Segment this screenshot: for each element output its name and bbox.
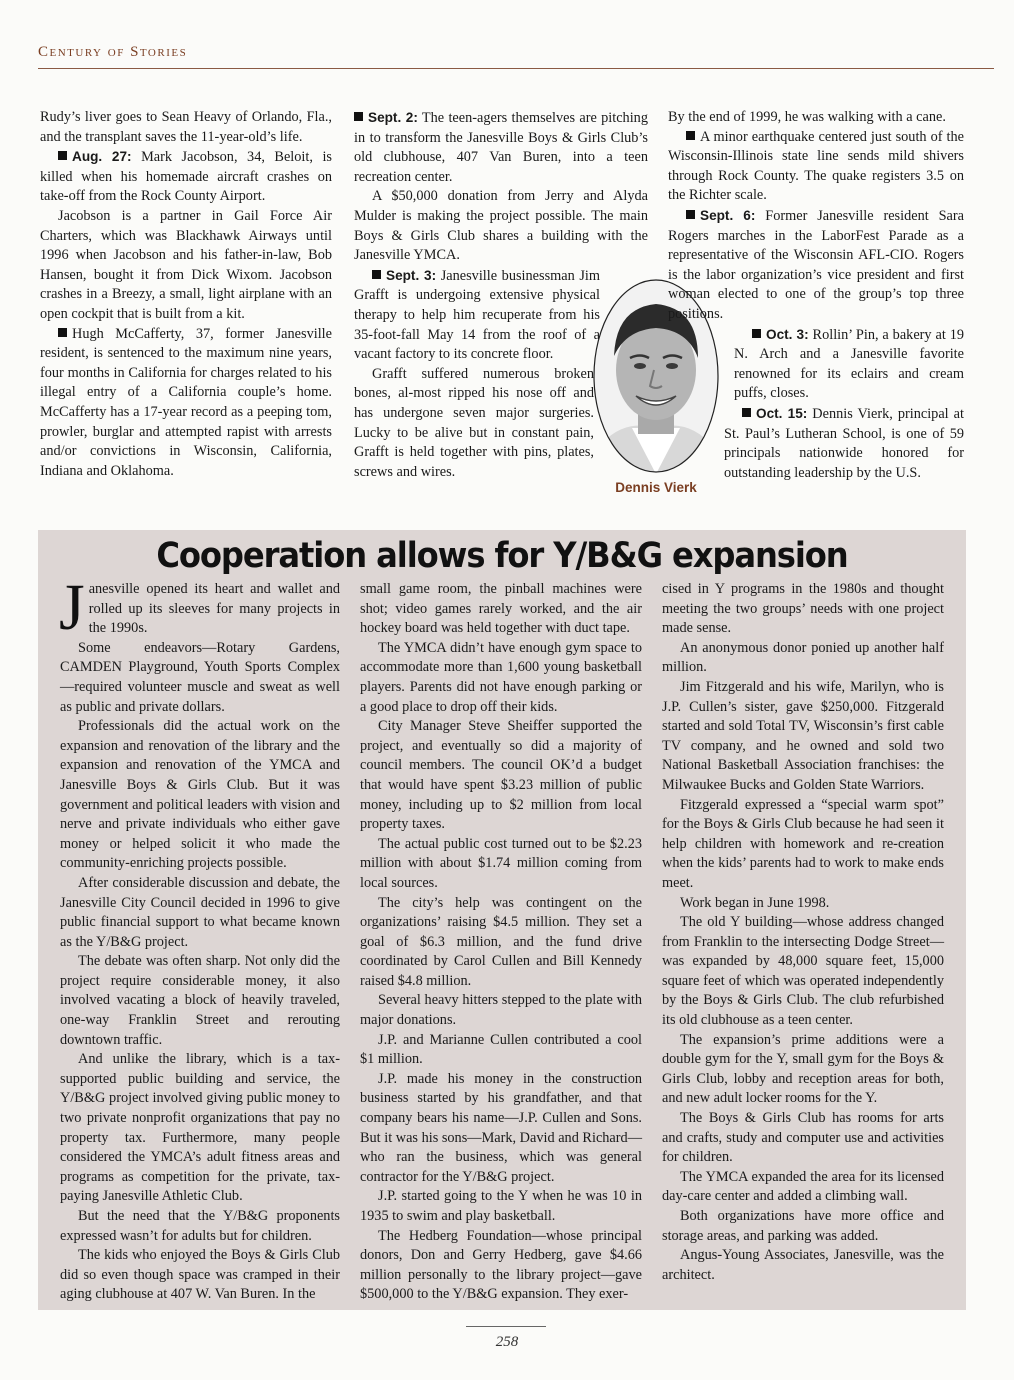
paragraph: Jim Fitzgerald and his wife, Marilyn, who is J.P. Cullen’s sister, gave $250,000. Fitzgerald started and sold Total TV, Wisconsin’s first cable TV company, and he owned and sold two National Basketball Association franchises: the Milwaukee Bucks and Golden State Warriors.	[662, 678, 944, 793]
paragraph: Grafft suffered numerous broken bones, al-most ripped his nose off and has undergone seven major surgeries. Lucky to be alive but in constant pain, Grafft is held together with pins, plates, screws and wires.	[354, 365, 594, 480]
entry-text: Former Janesville resident Sara Rogers marches in the LaborFest Parade as a representative of the Wisconsin AFL-CIO. Rogers is the labor organization’s vice president and first woman elected to one of the group’s top three positions.	[668, 207, 964, 322]
paragraph: Angus-Young Associates, Janesville, was the architect.	[662, 1247, 944, 1283]
entry-text: A minor earthquake centered just south of the Wisconsin-Illinois state line sends mild shivers through Rock County. The quake registers 3.5 on the Richter scale.	[668, 128, 964, 204]
entry-text: Janesville businessman Jim Grafft is undergoing extensive physical therapy to help him recuperate from his 35-foot-fall May 14 from the roof of a vacant factory to its concrete floor.	[354, 267, 600, 363]
dated-entry	[40, 147, 332, 207]
paragraph: After considerable discussion and debate, the Janesville City Council decided in 1996 to give public financial support to what became known as the Y/B&G project.	[60, 874, 340, 950]
sidebar-column-2	[360, 580, 642, 1305]
dated-entry	[724, 404, 964, 483]
paragraph	[59, 571, 340, 644]
bullet-square-icon	[752, 329, 761, 338]
sidebar-column-3	[662, 580, 944, 1285]
paragraph: And unlike the library, which is a tax-supported public building and service, the Y/B&G project involved giving public money to two private nonprofit organizations that pay no property tax. Furthermore, many people considered the YMCA’s adult fitness areas and programs as competition for the private, tax-paying Janesville Athletic Club.	[60, 1051, 340, 1205]
paragraph: J.P. started going to the Y when he was 10 in 1935 to swim and play basketball.	[360, 1188, 642, 1224]
entry-text: Rollin’ Pin, a bakery at 19 N. Arch and a Janesville favorite renowned for its eclairs and cream puffs, closes.	[734, 326, 964, 402]
paragraph: City Manager Steve Sheiffer supported the project, and eventually so did a majority of council members. The council OK’d a budget that would have spent $3.23 million of public money, including up to $2 million from local property taxes.	[360, 718, 642, 833]
paragraph: The city’s help was contingent on the organizations’ raising $4.5 million. They set a goal of $6.3 million, and the fund drive coordinated by Carol Cullen and Bill Kennedy raised $4.8 million.	[360, 894, 642, 989]
top-column-3	[668, 108, 964, 483]
bullet-square-icon	[742, 408, 751, 417]
entry-text: The teen-agers themselves are pitching in to transform the Janesville Boys & Girls Club’s old clubhouse, 407 Van Buren, into a teen recreation center.	[354, 110, 648, 185]
paragraph: The Hedberg Foundation—whose principal donors, Don and Gerry Hedberg, gave $4.66 million personally to the library project—gave $500,000 to the Y/B&G expansion. They exer-	[360, 1227, 642, 1303]
sidebar-title: Cooperation allows for Y/B&G expansion	[156, 536, 848, 576]
paragraph: But the need that the Y/B&G proponents expressed wasn’t for adults but for children.	[60, 1208, 340, 1244]
paragraph: Professionals did the actual work on the expansion and renovation of the library and the expansion and renovation of the YMCA and Janesville Boys & Girls Club. But it was government and political leaders with vision and nerve and private individuals who either gave money or helped solicit it who made the community-enriching projects possible.	[60, 718, 340, 872]
drop-cap: J	[59, 571, 85, 644]
paragraph: The YMCA expanded the area for its licensed day-care center and added a climbing wall.	[662, 1168, 944, 1205]
dated-entry	[354, 108, 648, 187]
bullet-square-icon	[354, 112, 363, 121]
sidebar-column-1	[59, 571, 340, 1305]
paragraph: The YMCA didn’t have enough gym space to accommodate more than 1,600 young basketball players. Parents did not have enough parking or a good place to drop off their kids.	[360, 639, 642, 715]
entry-date: Sept. 6:	[700, 207, 756, 223]
paragraph: An anonymous donor ponied up another half million.	[662, 639, 944, 676]
paragraph: cised in Y programs in the 1980s and thought meeting the two groups’ needs with one project made sense.	[662, 581, 944, 637]
paragraph: The kids who enjoyed the Boys & Girls Club did so even though space was cramped in their aging clubhouse at 407 W. Van Buren. In the	[60, 1247, 340, 1303]
dated-entry	[668, 206, 964, 325]
photo-caption: Dennis Vierk	[615, 480, 697, 495]
paragraph: J.P. and Marianne Cullen contributed a cool $1 million.	[360, 1031, 642, 1068]
dated-entry	[354, 266, 600, 365]
bullet-square-icon	[686, 210, 695, 219]
paragraph: A $50,000 donation from Jerry and Alyda Mulder is making the project possible. The main Boys & Girls Club shares a building with the Janesville YMCA.	[354, 188, 648, 264]
paragraph: Some endeavors—Rotary Gardens, CAMDEN Playground, Youth Sports Complex—required volunteer muscle and sweat as well as public and private dollars.	[60, 639, 340, 715]
paragraph: The old Y building—whose address changed from Franklin to the intersecting Dodge Street—was expanded by 48,000 square feet, 15,000 square feet of which was operated independently by the Boys & Girls Club. The club refurbished its old clubhouse as a teen center.	[662, 914, 944, 1029]
paragraph: The expansion’s prime additions were a double gym for the Y, small gym for the Boys & Girls Club, lobby and reception areas for both, and new adult locker rooms for the Y.	[662, 1031, 944, 1107]
paragraph: The actual public cost turned out to be $2.23 million with about $1.74 million coming from local sources.	[360, 835, 642, 891]
entry-date: Sept. 3:	[386, 267, 437, 283]
entry-date: Oct. 15:	[756, 405, 808, 421]
dated-entry	[668, 128, 964, 206]
bullet-square-icon	[686, 131, 695, 140]
footer-rule	[466, 1326, 546, 1327]
entry-text: Mark Jacobson, 34, Beloit, is killed when his homemade aircraft crashes on take-off from the Rock County Airport.	[40, 149, 332, 205]
paragraph: J.P. made his money in the construction business started by his grandfather, and that company bears his name—J.P. Cullen and Sons. But it was his sons—Mark, David and Richard—who ran the business, which was general contractor for the Y/B&G project.	[360, 1070, 642, 1185]
paragraph: Jacobson is a partner in Gail Force Air Charters, which was Blackhawk Airways until 1996 when Jacobson and his father-in-law, Bob Hansen, bought it from Dick Wixom. Jacobson crashes in a Breezy, a small, light airplane with an open cockpit that is built from a kit.	[40, 207, 332, 322]
entry-date: Aug. 27:	[72, 149, 132, 165]
entry-date: Oct. 3:	[766, 326, 809, 342]
running-head: Century of Stories	[38, 44, 188, 60]
paragraph: Rudy’s liver goes to Sean Heavy of Orlando, Fla., and the transplant saves the 11-year-old’s life.	[40, 109, 332, 145]
bullet-square-icon	[58, 151, 67, 160]
header-rule	[38, 68, 994, 69]
dated-entry	[40, 325, 332, 482]
paragraph: Both organizations have more office and storage areas, and parking was added.	[662, 1208, 944, 1244]
paragraph: Several heavy hitters stepped to the plate with major donations.	[360, 992, 642, 1029]
paragraph-text: anesville opened its heart and wallet and rolled up its sleeves for many projects in the 1990s.	[88, 581, 340, 637]
entry-text: Dennis Vierk, principal at St. Paul’s Lutheran School, is one of 59 principals nationwide honored for outstanding leadership by the U.S.	[724, 405, 964, 481]
page-number: 258	[495, 1334, 519, 1350]
entry-date: Sept. 2:	[368, 110, 418, 125]
top-column-1	[40, 108, 332, 481]
paragraph: The debate was often sharp. Not only did the project require considerable money, it also involved vacating a block of heavily traveled, one-way Franklin Street and rerouting downtown traffic.	[60, 953, 340, 1048]
bullet-square-icon	[372, 270, 381, 279]
paragraph: small game room, the pinball machines were shot; video games rarely worked, and the air hockey board was held together with duct tape.	[360, 581, 642, 637]
entry-text: Hugh McCafferty, 37, former Janesville resident, is sentenced to the maximum nine years, four months in California for charges related to his illegal entry of a California couple’s home. McCafferty has a 17-year record as a peeping tom, prowler, burglar and attempted rapist with arrests and/or convictions in Wisconsin, California, Indiana and Oklahoma.	[40, 325, 332, 479]
paragraph: Fitzgerald expressed a “special warm spot” for the Boys & Girls Club because he had seen it help children with homework and re-creation when the kids’ parents had to work to make ends meet.	[662, 796, 944, 891]
bullet-square-icon	[58, 328, 67, 337]
paragraph: By the end of 1999, he was walking with a cane.	[668, 109, 946, 125]
dated-entry	[734, 325, 964, 404]
paragraph: The Boys & Girls Club has rooms for arts and crafts, study and computer use and activities for children.	[662, 1110, 944, 1166]
paragraph: Work began in June 1998.	[680, 894, 830, 911]
